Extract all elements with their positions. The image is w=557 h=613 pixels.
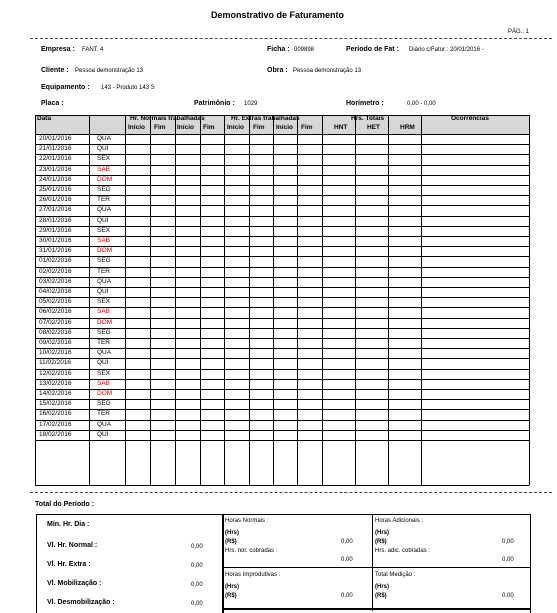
row-date: 21/01/2016: [39, 145, 72, 153]
medicao-hrs-label: (Hrs): [375, 584, 390, 590]
improdutivas-rs-value: 0,00: [341, 593, 353, 599]
table-row: [35, 379, 529, 389]
obra-value: Pessoa demonstração 13: [293, 68, 362, 74]
totals-title: Total do Período :: [35, 501, 94, 508]
row-gridline: [35, 277, 529, 278]
table-row: [35, 185, 529, 195]
table-row: [35, 297, 529, 307]
table-row: [35, 165, 529, 175]
group-extras-header: Hr. Extras trabalhadas: [231, 115, 300, 122]
row-date: 23/01/2016: [39, 165, 72, 173]
column-gridline: [355, 115, 356, 485]
group-normais-header: Hr. Normais trabalhadas: [130, 115, 205, 122]
normais-hrs-label: (Hrs): [225, 530, 240, 536]
row-date: 08/02/2016: [39, 328, 72, 336]
col-ocorrencias-header: Ocorrências: [451, 115, 489, 122]
row-gridline: [35, 115, 529, 116]
row-weekday: QUA: [97, 206, 112, 214]
hr-normal-label: Vl. Hr. Normal :: [47, 542, 98, 549]
row-date: 26/01/2016: [39, 196, 72, 204]
row-date: 24/01/2016: [39, 175, 72, 183]
table-row: [35, 358, 529, 368]
sub-fim-4: Fim: [301, 124, 313, 131]
row-weekday: DOM: [97, 175, 113, 183]
row-weekday: QUA: [97, 277, 112, 285]
row-weekday: TER: [97, 196, 110, 204]
row-date: 13/02/2016: [39, 379, 72, 387]
column-gridline: [89, 115, 90, 485]
table-row: [35, 409, 529, 419]
totals-row-divider: [222, 567, 530, 568]
adicionais-rs-label: (R$): [375, 539, 387, 545]
col-data-header: Data: [37, 115, 52, 122]
improdutivas-title: Horas Improdutivas :: [225, 572, 281, 578]
column-gridline: [175, 115, 176, 485]
row-date: 05/02/2016: [39, 298, 72, 306]
table-row: [35, 134, 529, 144]
table-row: [35, 205, 529, 215]
table-row: [35, 348, 529, 358]
row-weekday: SEX: [97, 298, 111, 306]
row-weekday: QUA: [97, 135, 112, 142]
row-gridline: [35, 409, 529, 410]
row-gridline: [35, 430, 529, 431]
row-date: 02/02/2016: [39, 267, 72, 275]
ficha-value: 009898: [294, 47, 315, 53]
row-gridline: [35, 328, 529, 329]
table-row: [35, 399, 529, 409]
sub-het: HET: [367, 124, 380, 131]
adicionais-title: Horas Adicionais :: [375, 518, 424, 524]
row-weekday: SEG: [97, 186, 111, 193]
row-weekday: QUI: [97, 145, 109, 153]
sub-fim-2: Fim: [203, 124, 215, 131]
mobilizacao-label: Vl. Mobilização :: [47, 580, 102, 587]
row-gridline: [35, 256, 529, 257]
row-gridline: [35, 358, 529, 359]
totals-mid-divider: [372, 514, 373, 611]
medicao-rs-value: 0,00: [502, 593, 514, 599]
row-gridline: [35, 205, 529, 206]
patrimonio-value: 1029: [244, 101, 258, 107]
obra-label: Obra :: [267, 67, 288, 74]
table-row: [35, 154, 529, 164]
table-row: [35, 175, 529, 185]
adicionais-hrs-label: (Hrs): [375, 530, 390, 536]
normais-cobradas-label: Hrs. nor. cobradas :: [225, 548, 278, 554]
row-weekday: DOM: [97, 390, 113, 397]
table-row: [35, 318, 529, 328]
report-title: Demonstrativo de Faturamento: [211, 10, 345, 20]
row-gridline: [35, 440, 529, 441]
row-gridline: [35, 154, 529, 155]
column-gridline: [249, 115, 250, 485]
table-row: [35, 338, 529, 348]
row-gridline: [35, 307, 529, 308]
row-gridline: [35, 236, 529, 237]
table-row: [35, 144, 529, 154]
adicionais-cobradas-value: 0,00: [502, 557, 514, 563]
row-gridline: [35, 165, 529, 166]
medicao-rs-label: (R$): [375, 593, 387, 599]
table-row: [35, 246, 529, 256]
sub-hrm: HRM: [400, 124, 415, 131]
row-weekday: SEG: [97, 400, 111, 408]
medicao-title: Total Medição :: [375, 572, 416, 578]
cliente-value: Pessoa demonstração 13: [75, 68, 144, 74]
row-date: 09/02/2016: [39, 339, 72, 346]
equipamento-value: 143 - Produto 143 S: [101, 85, 155, 91]
column-gridline: [273, 115, 274, 485]
row-date: 03/02/2016: [39, 277, 72, 285]
row-gridline: [35, 348, 529, 349]
column-gridline: [421, 115, 422, 485]
column-gridline: [35, 115, 36, 485]
row-gridline: [35, 399, 529, 400]
row-gridline: [35, 185, 529, 186]
sub-inicio-3: Início: [227, 124, 244, 131]
table-row: [35, 277, 529, 287]
row-date: 20/01/2016: [39, 135, 72, 142]
row-date: 11/02/2016: [39, 359, 72, 367]
row-weekday: SAB: [97, 237, 111, 244]
adicionais-rs-value: 0,00: [502, 539, 514, 545]
row-gridline: [35, 297, 529, 298]
row-gridline: [35, 195, 529, 196]
table-row: [35, 430, 529, 440]
column-gridline: [297, 115, 298, 485]
column-gridline: [150, 115, 151, 485]
row-weekday: QUI: [97, 430, 109, 438]
min-hr-dia-label: Mín. Hr. Dia :: [47, 521, 90, 528]
row-date: 06/02/2016: [39, 308, 72, 316]
column-gridline: [322, 115, 323, 485]
row-date: 16/02/2016: [39, 410, 72, 418]
row-gridline: [35, 338, 529, 339]
row-gridline: [35, 420, 529, 421]
sub-inicio-4: Início: [276, 124, 293, 131]
row-date: 07/02/2016: [39, 318, 72, 326]
hr-normal-value: 0,00: [191, 544, 203, 550]
normais-cobradas-value: 0,00: [341, 557, 353, 563]
row-date: 28/01/2016: [39, 216, 72, 224]
row-date: 04/02/2016: [39, 288, 72, 295]
row-weekday: DOM: [97, 247, 113, 255]
row-weekday: SAB: [97, 379, 111, 387]
row-gridline: [35, 175, 529, 176]
column-gridline: [529, 115, 530, 485]
row-weekday: SEX: [97, 155, 111, 163]
row-weekday: QUI: [97, 288, 109, 295]
row-date: 10/02/2016: [39, 349, 72, 357]
improdutivas-rs-label: (R$): [225, 593, 237, 599]
sub-hnt: HNT: [334, 124, 348, 131]
placa-label: Placa :: [41, 100, 64, 107]
row-gridline: [35, 369, 529, 370]
row-weekday: DOM: [97, 318, 113, 326]
row-gridline: [35, 226, 529, 227]
row-date: 01/02/2016: [39, 257, 72, 265]
row-date: 29/01/2016: [39, 226, 72, 234]
table-row: [35, 287, 529, 297]
horimetro-label: Horímetro :: [346, 100, 384, 107]
hr-extra-label: Vl. Hr. Extra :: [47, 561, 91, 568]
row-weekday: QUA: [97, 420, 112, 428]
row-date: 25/01/2016: [39, 186, 72, 193]
sub-inicio-2: Início: [177, 124, 194, 131]
row-weekday: SEG: [97, 328, 111, 336]
row-weekday: TER: [97, 410, 110, 418]
totals-bottom-line: [222, 608, 530, 610]
normais-rs-label: (R$): [225, 539, 237, 545]
table-row: [35, 389, 529, 399]
row-weekday: TER: [97, 339, 110, 346]
table-row: [35, 267, 529, 277]
row-date: 12/02/2016: [39, 369, 72, 377]
row-gridline: [35, 246, 529, 247]
header-divider: [30, 38, 552, 39]
row-weekday: QUI: [97, 359, 109, 367]
row-date: 31/01/2016: [39, 247, 72, 255]
adicionais-cobradas-label: Hrs. adic. cobradas :: [375, 548, 431, 554]
column-gridline: [125, 115, 126, 485]
empresa-label: Empresa :: [41, 46, 75, 53]
row-date: 27/01/2016: [39, 206, 72, 214]
row-weekday: SEX: [97, 369, 111, 377]
row-weekday: SAB: [97, 165, 111, 173]
desmobilizacao-value: 0,00: [191, 601, 203, 607]
table-row: [35, 226, 529, 236]
patrimonio-label: Patrimônio :: [194, 100, 235, 107]
sub-fim-3: Fim: [253, 124, 265, 131]
column-gridline: [224, 115, 225, 485]
row-date: 14/02/2016: [39, 390, 72, 397]
table-row: [35, 195, 529, 205]
row-gridline: [35, 287, 529, 288]
ficha-label: Ficha :: [267, 46, 290, 53]
row-gridline: [35, 134, 529, 135]
row-gridline: [35, 379, 529, 380]
sub-fim-1: Fim: [154, 124, 166, 131]
row-date: 30/01/2016: [39, 237, 72, 244]
row-gridline: [35, 485, 529, 486]
row-weekday: QUI: [97, 216, 109, 224]
table-row: [35, 236, 529, 246]
row-weekday: SAB: [97, 308, 111, 316]
table-row: [35, 307, 529, 317]
hr-extra-value: 0,00: [191, 563, 203, 569]
column-gridline: [388, 115, 389, 485]
row-gridline: [35, 216, 529, 217]
row-date: 22/01/2016: [39, 155, 72, 163]
row-weekday: SEX: [97, 226, 111, 234]
totals-divider: [30, 492, 552, 493]
periodo-value: Diário c/Fator : 20/01/2016 -: [409, 47, 484, 53]
row-weekday: QUA: [97, 349, 112, 357]
table-row: [35, 328, 529, 338]
timesheet-table: [35, 115, 529, 485]
table-row: [35, 216, 529, 226]
periodo-label: Período de Fat :: [346, 46, 399, 53]
empresa-value: FANT. 4: [82, 47, 104, 53]
improdutivas-hrs-label: (Hrs): [225, 584, 240, 590]
page-number: PÁG.: 1: [508, 29, 530, 35]
normais-title: Horas Normais :: [225, 518, 269, 524]
table-row: [35, 420, 529, 430]
row-date: 15/02/2016: [39, 400, 72, 408]
desmobilizacao-label: Vl. Desmobilização :: [47, 599, 115, 606]
row-weekday: TER: [97, 267, 110, 275]
row-date: 17/02/2016: [39, 420, 72, 428]
row-gridline: [35, 267, 529, 268]
sub-inicio-1: Início: [128, 124, 145, 131]
row-date: 18/02/2016: [39, 430, 72, 438]
mobilizacao-value: 0,00: [191, 582, 203, 588]
row-gridline: [35, 144, 529, 145]
column-gridline: [200, 115, 201, 485]
table-row: [35, 256, 529, 266]
row-weekday: SEG: [97, 257, 111, 265]
normais-rs-value: 0,00: [341, 539, 353, 545]
cliente-label: Cliente :: [41, 67, 69, 74]
equipamento-label: Equipamento :: [41, 84, 90, 91]
row-gridline: [35, 318, 529, 319]
row-gridline: [35, 389, 529, 390]
group-totais-header: Hrs. Totais: [351, 115, 385, 122]
horimetro-value: 0,00 - 0,00: [407, 101, 436, 107]
table-row: [35, 369, 529, 379]
